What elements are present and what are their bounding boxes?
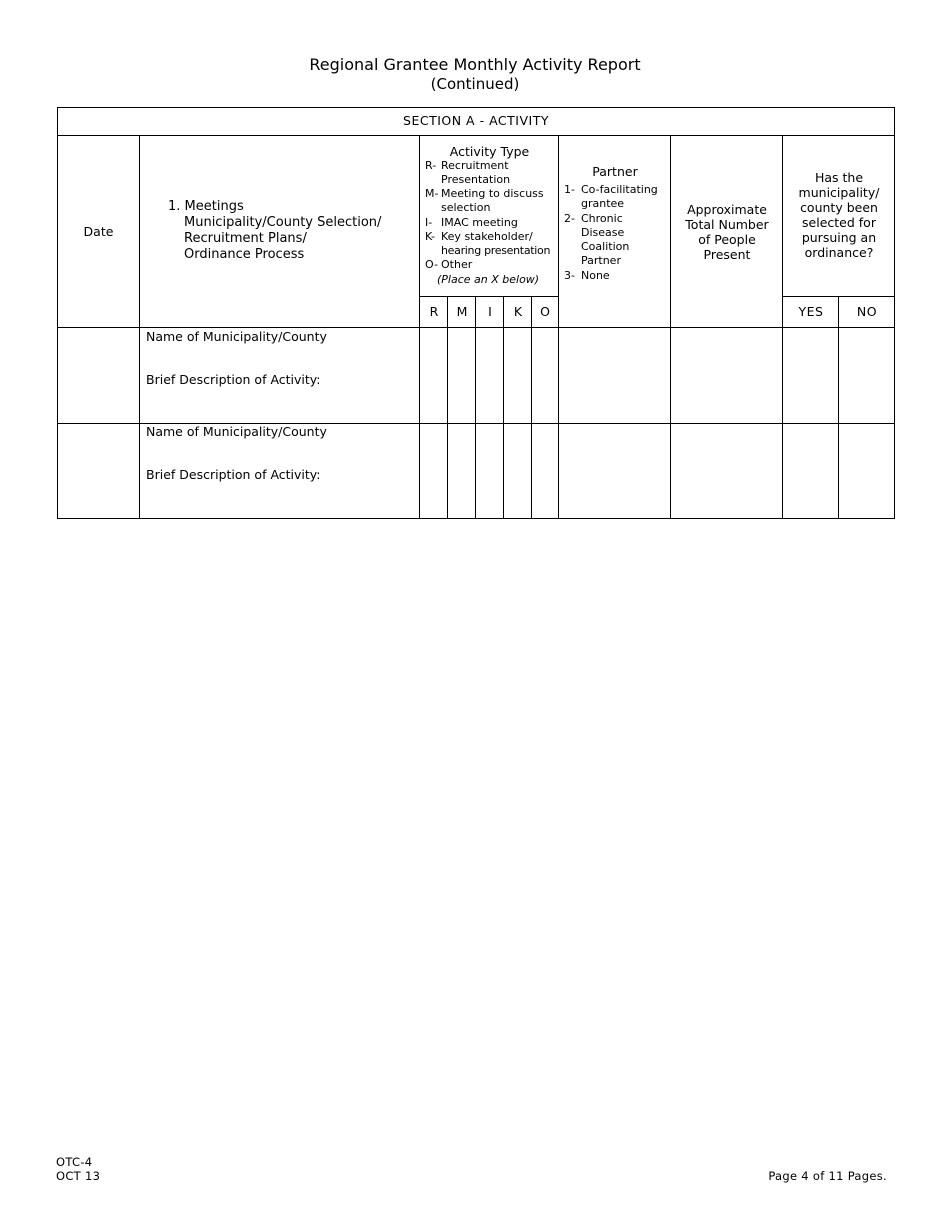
activity-text: Key stakeholder/: [441, 230, 533, 243]
meetings-sub-line: Ordinance Process: [184, 247, 305, 262]
activity-letter-i: I: [488, 304, 492, 319]
checkbox-o[interactable]: [532, 328, 558, 423]
yes-cell[interactable]: [783, 328, 838, 423]
page-title: Regional Grantee Monthly Activity Report: [309, 55, 641, 74]
page-subtitle: (Continued): [430, 75, 520, 93]
form-id: OTC-4: [56, 1155, 93, 1169]
approx-people-header: [671, 202, 783, 262]
checkbox-m[interactable]: [448, 424, 475, 518]
activity-letter-m: M: [456, 304, 468, 319]
activity-text: hearing presentation: [441, 244, 551, 257]
partner-code: 1-: [564, 183, 575, 196]
page-number: Page 4 of 11 Pages.: [768, 1169, 887, 1183]
selected-header: [783, 170, 895, 260]
checkbox-o[interactable]: [532, 424, 558, 518]
partner-text: grantee: [581, 197, 625, 210]
selected-line: municipality/: [798, 185, 880, 200]
yes-header: YES: [798, 304, 824, 319]
people-count-cell[interactable]: [671, 424, 782, 518]
meetings-title: 1. Meetings: [168, 199, 244, 214]
selected-line: ordinance?: [804, 245, 874, 260]
meetings-sub-line: Municipality/County Selection/: [184, 215, 382, 230]
checkbox-m[interactable]: [448, 328, 475, 423]
meetings-column-header: [168, 199, 381, 263]
partner-text: None: [581, 269, 610, 282]
checkbox-k[interactable]: [504, 424, 531, 518]
description-label: Brief Description of Activity:: [146, 372, 321, 387]
activity-code: R-: [425, 159, 437, 172]
partner-text: Chronic: [581, 212, 623, 225]
date-cell[interactable]: [58, 328, 139, 423]
approx-line: Present: [703, 247, 751, 262]
activity-type-item: [425, 159, 510, 187]
activity-text: Presentation: [441, 173, 511, 186]
partner-text: Co-facilitating: [581, 183, 658, 196]
checkbox-r[interactable]: [420, 328, 447, 423]
partner-code: 2-: [564, 212, 575, 225]
no-cell[interactable]: [839, 424, 894, 518]
activity-code: K-: [425, 230, 436, 243]
partner-item: [564, 212, 629, 268]
checkbox-i[interactable]: [476, 424, 503, 518]
activity-text: Meeting to discuss: [441, 187, 544, 200]
partner-cell[interactable]: [559, 424, 670, 518]
selected-line: Has the: [814, 170, 864, 185]
partner-title: Partner: [592, 164, 638, 179]
activity-code: I-: [425, 216, 433, 229]
activity-type-item: [425, 258, 472, 272]
checkbox-i[interactable]: [476, 328, 503, 423]
date-cell[interactable]: [58, 424, 139, 518]
partner-text: Partner: [581, 254, 621, 267]
activity-letter-r: R: [429, 304, 439, 319]
partner-text: Coalition: [581, 240, 630, 253]
activity-text: Recruitment: [441, 159, 509, 172]
yes-cell[interactable]: [783, 424, 838, 518]
checkbox-k[interactable]: [504, 328, 531, 423]
date-column-header: Date: [83, 224, 114, 239]
partner-cell[interactable]: [559, 328, 670, 423]
selected-line: selected for: [802, 215, 876, 230]
selected-line: pursuing an: [801, 230, 877, 245]
partner-text: Disease: [581, 226, 625, 239]
no-cell[interactable]: [839, 328, 894, 423]
partner-item: [564, 269, 610, 283]
form-id-block: [56, 1155, 100, 1183]
partner-code: 3-: [564, 269, 575, 282]
activity-code: M-: [425, 187, 439, 200]
approx-line: Total Number: [685, 217, 769, 232]
partner-item: [564, 183, 658, 211]
activity-text: IMAC meeting: [441, 216, 518, 229]
people-count-cell[interactable]: [671, 328, 782, 423]
approx-line: of People: [698, 232, 756, 247]
activity-letter-k: K: [513, 304, 523, 319]
no-header: NO: [856, 304, 878, 319]
activity-type-item: [425, 230, 550, 258]
activity-text: selection: [441, 201, 491, 214]
checkbox-r[interactable]: [420, 424, 447, 518]
section-title: SECTION A - ACTIVITY: [403, 113, 549, 128]
activity-code: O-: [425, 258, 438, 271]
activity-text: Other: [441, 258, 473, 271]
municipality-label: Name of Municipality/County: [146, 329, 327, 344]
selected-line: county been: [800, 200, 878, 215]
municipality-label: Name of Municipality/County: [146, 424, 327, 439]
approx-line: Approximate: [687, 202, 767, 217]
activity-type-item: [425, 216, 518, 230]
meetings-sub-line: Recruitment Plans/: [184, 231, 307, 246]
description-label: Brief Description of Activity:: [146, 467, 321, 482]
activity-type-note: (Place an X below): [437, 273, 540, 286]
activity-type-title: Activity Type: [449, 144, 530, 159]
activity-letter-o: O: [540, 304, 550, 319]
activity-type-item: [425, 187, 544, 215]
form-date: OCT 13: [56, 1169, 101, 1183]
